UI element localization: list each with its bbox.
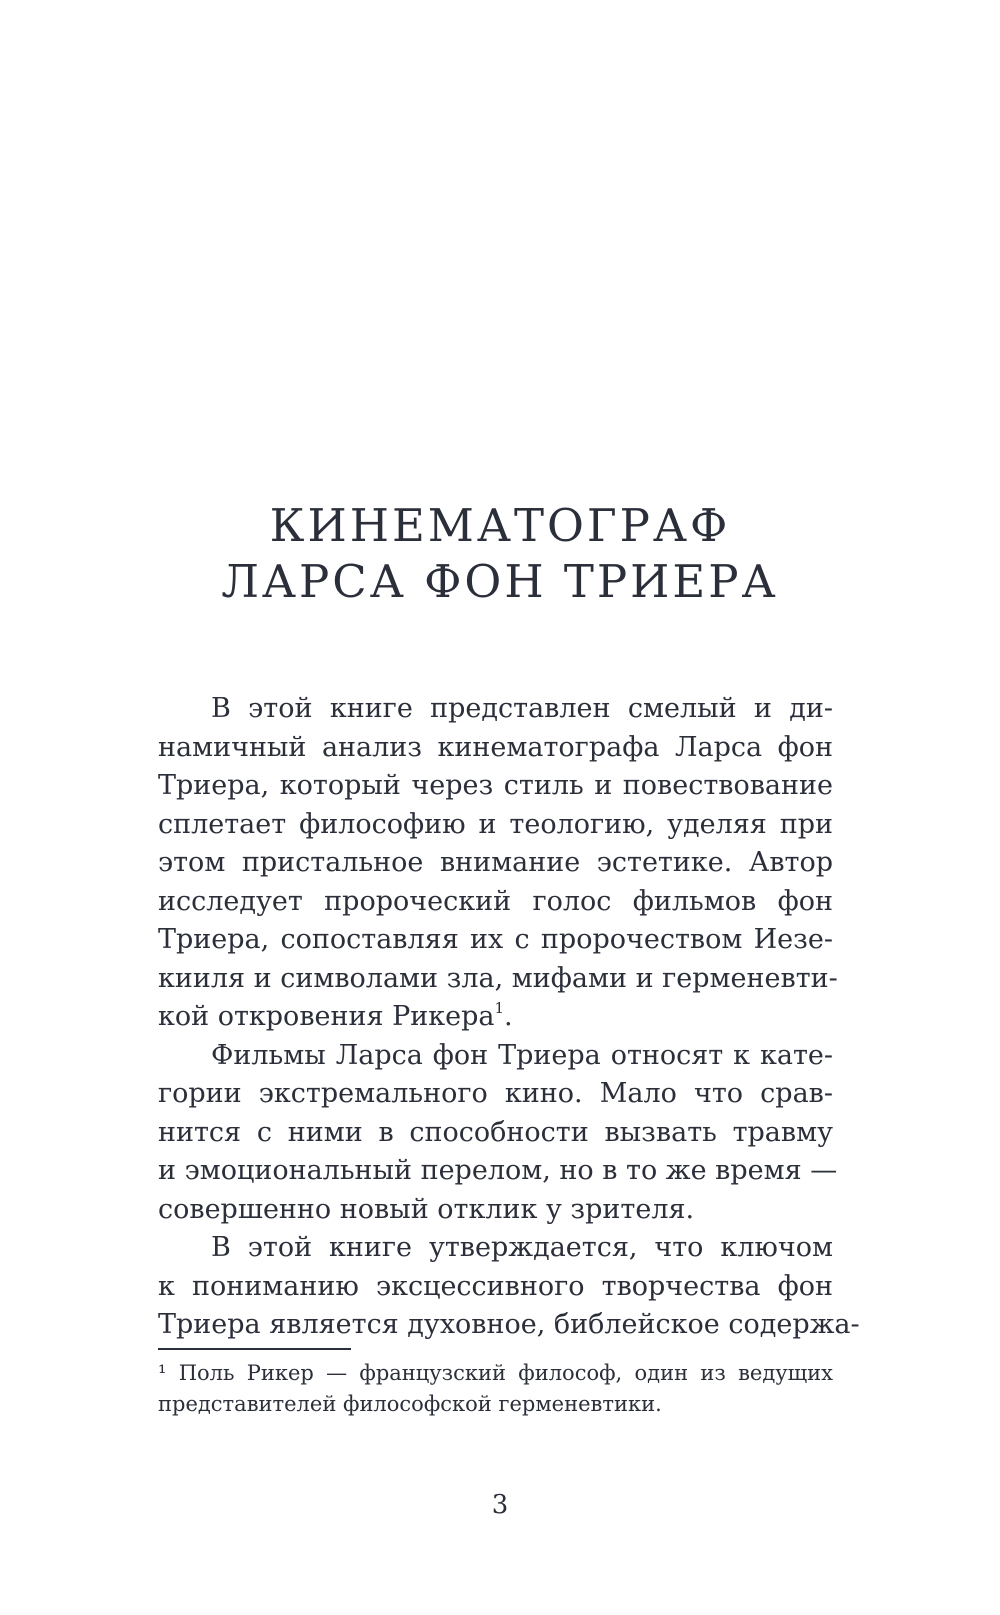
text-fragment: . <box>504 1001 513 1032</box>
text-line: нится с ними в способности вызвать травму <box>158 1116 833 1148</box>
text-line: В этой книге представлен смелый и ди- <box>211 693 833 724</box>
text-line: гории экстремального кино. Мало что срав- <box>158 1078 833 1109</box>
text-line: кииля и символами зла, мифами и герменевти- <box>158 962 838 994</box>
body-text <box>158 690 860 1345</box>
text-line: сплетает философию и теологию, уделяя при <box>158 808 833 840</box>
text-fragment: кой откровения Рикера <box>158 1001 495 1032</box>
text-line: намичный анализ кинематографа Ларса фон <box>158 731 833 763</box>
footnote-line: представителей философской герменевтики. <box>158 1392 662 1416</box>
text-line: Фильмы Ларса фон Триера относят к кате- <box>211 1039 833 1071</box>
text-line: исследует пророческий голос фильмов фон <box>158 885 833 917</box>
text-line: Триера, который через стиль и повествование <box>158 770 833 801</box>
chapter-title-line-1: КИНЕМАТОГРАФ <box>269 499 731 552</box>
chapter-title-line-2: ЛАРСА ФОН ТРИЕРА <box>221 555 779 608</box>
text-line: В этой книге утверждается, что ключом <box>211 1232 833 1263</box>
page-number: 3 <box>491 1490 509 1520</box>
text-line: совершенно новый отклик у зрителя. <box>158 1193 695 1225</box>
footnote-divider <box>158 1348 351 1350</box>
chapter-title <box>0 498 1000 610</box>
footnote-reference[interactable]: 1 <box>494 999 505 1017</box>
text-line: Триера, сопоставляя их с пророчеством Иезе- <box>158 924 833 955</box>
text-line <box>158 998 833 1037</box>
footnote-line: ¹ Поль Рикер — французский философ, один из ведущих <box>158 1361 833 1385</box>
text-line: и эмоциональный перелом, но в то же время — <box>158 1155 838 1186</box>
text-line: к пониманию эксцессивного творчества фон <box>158 1270 833 1302</box>
text-line: Триера является духовное, библейское содержа- <box>158 1309 860 1340</box>
text-line: этом пристальное внимание эстетике. Автор <box>158 847 833 878</box>
footnote <box>158 1358 833 1420</box>
